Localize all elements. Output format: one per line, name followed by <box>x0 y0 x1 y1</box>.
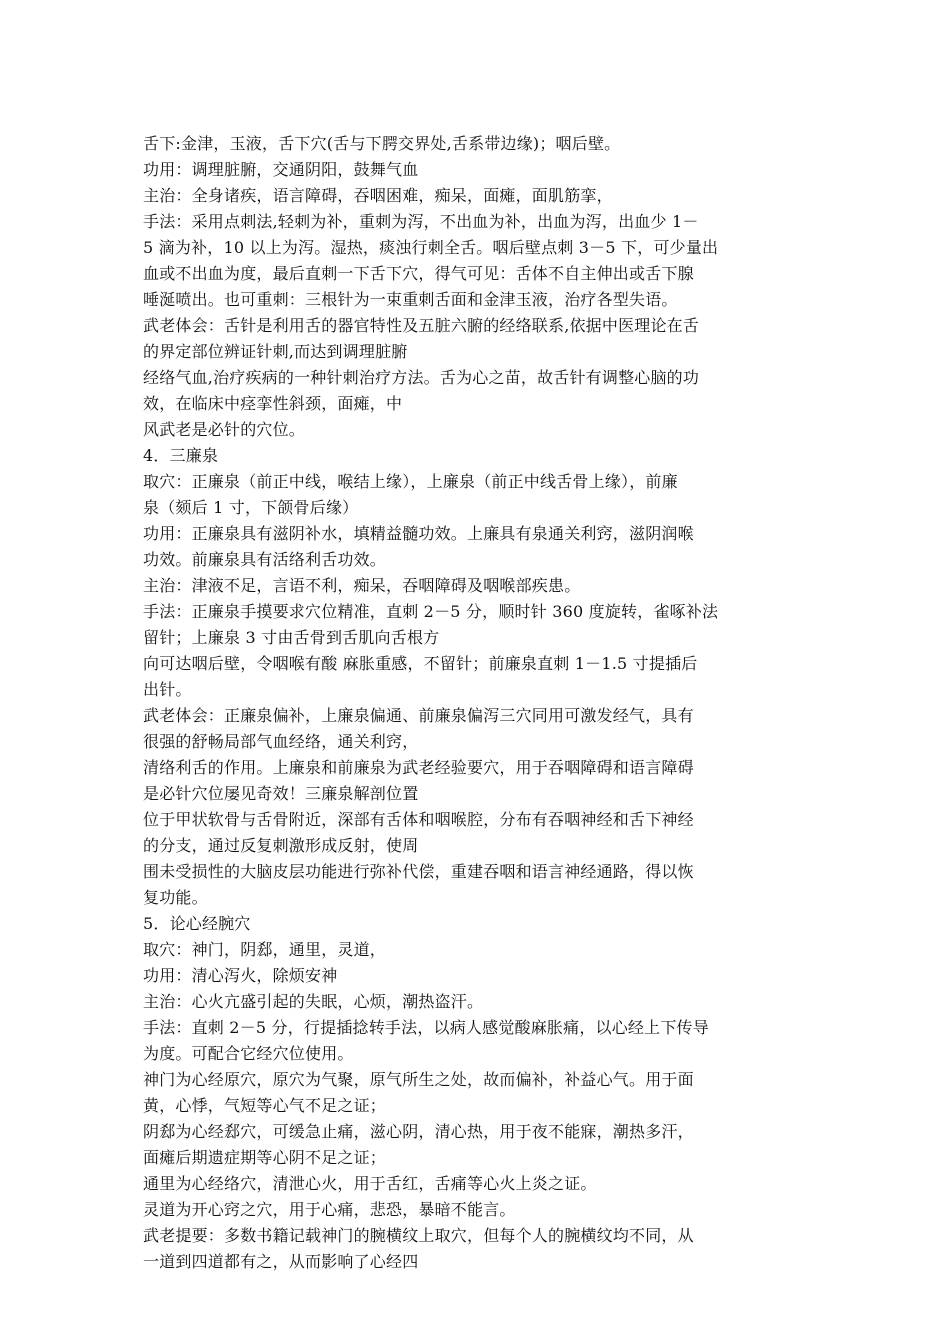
text-line: 手法：正廉泉手摸要求穴位精准，直刺 2－5 分，顺时针 360 度旋转，雀啄补法 <box>143 602 719 621</box>
text-line: 一道到四道都有之，从而影响了心经四 <box>143 1252 419 1271</box>
text-line: 很强的舒畅局部气血经络，通关利窍， <box>143 732 419 751</box>
text-line: 手法：直刺 2－5 分，行提插捻转手法，以病人感觉酸麻胀痛，以心经上下传导 <box>143 1018 709 1037</box>
text-line: 手法：采用点刺法,轻刺为补，重刺为泻，不出血为补，出血为泻，出血少 1－ <box>143 212 699 231</box>
text-line: 取穴：正廉泉（前正中线，喉结上缘），上廉泉（前正中线舌骨上缘），前廉 <box>143 472 678 491</box>
text-line: 5 滴为补，10 以上为泻。湿热，痰浊行刺全舌。咽后壁点刺 3－5 下，可少量出 <box>143 238 719 257</box>
text-line: 向可达咽后壁，令咽喉有酸 麻胀重感，不留针；前廉泉直刺 1－1.5 寸提插后 <box>143 654 698 673</box>
text-line: 主治：全身诸疾，语言障碍，吞咽困难，痴呆，面瘫，面肌筋挛， <box>143 186 613 205</box>
text-line: 功用：调理脏腑，交通阴阳，鼓舞气血 <box>143 160 419 179</box>
text-line: 的界定部位辨证针刺,而达到调理脏腑 <box>143 342 408 361</box>
text-line: 清络利舌的作用。上廉泉和前廉泉为武老经验要穴，用于吞咽障碍和语言障碍 <box>143 758 694 777</box>
text-line: 血或不出血为度，最后直刺一下舌下穴，得气可见：舌体不自主伸出或舌下腺 <box>143 264 694 283</box>
text-line: 功用：正廉泉具有滋阴补水，填精益髓功效。上廉具有泉通关利窍，滋阴润喉 <box>143 524 694 543</box>
text-line: 武老体会：正廉泉偏补，上廉泉偏通、前廉泉偏泻三穴同用可激发经气，具有 <box>143 706 694 725</box>
text-line: 5．论心经腕穴 <box>143 914 251 933</box>
text-line: 功用：清心泻火，除烦安神 <box>143 966 338 985</box>
text-line: 功效。前廉泉具有活络利舌功效。 <box>143 550 387 569</box>
text-line: 的分支，通过反复刺激形成反射，使周 <box>143 836 419 855</box>
text-line: 舌下:金津，玉液，舌下穴(舌与下腭交界处,舌系带边缘)；咽后壁。 <box>143 134 621 153</box>
text-line: 是必针穴位屡见奇效！三廉泉解剖位置 <box>143 784 419 803</box>
text-line: 阴郄为心经郄穴，可缓急止痛，滋心阴，清心热，用于夜不能寐，潮热多汗， <box>143 1122 694 1141</box>
text-line: 为度。可配合它经穴位使用。 <box>143 1044 354 1063</box>
text-line: 泉（颏后 1 寸，下颌骨后缘） <box>143 498 359 517</box>
text-line: 留针；上廉泉 3 寸由舌骨到舌肌向舌根方 <box>143 628 440 647</box>
text-line: 通里为心经络穴，清泄心火，用于舌红，舌痛等心火上炎之证。 <box>143 1174 597 1193</box>
text-line: 出针。 <box>143 680 192 699</box>
text-line: 经络气血,治疗疾病的一种针刺治疗方法。舌为心之苗，故舌针有调整心脑的功 <box>143 368 700 387</box>
text-line: 神门为心经原穴，原穴为气聚，原气所生之处，故而偏补，补益心气。用于面 <box>143 1070 694 1089</box>
text-line: 取穴：神门，阴郄，通里，灵道， <box>143 940 387 959</box>
text-line: 围未受损性的大脑皮层功能进行弥补代偿，重建吞咽和语言神经通路，得以恢 <box>143 862 694 881</box>
text-line: 主治：心火亢盛引起的失眠，心烦，潮热盗汗。 <box>143 992 484 1011</box>
text-line: 唾涎喷出。也可重刺：三根针为一束重刺舌面和金津玉液，治疗各型失语。 <box>143 290 678 309</box>
text-line: 面瘫后期遗症期等心阴不足之证； <box>143 1148 387 1167</box>
text-line: 灵道为开心窍之穴，用于心痛，悲恐，暴暗不能言。 <box>143 1200 516 1219</box>
text-line: 黄，心悸，气短等心气不足之证； <box>143 1096 387 1115</box>
text-line: 武老提要：多数书籍记载神门的腕横纹上取穴，但每个人的腕横纹均不同，从 <box>143 1226 694 1245</box>
text-line: 位于甲状软骨与舌骨附近，深部有舌体和咽喉腔，分布有吞咽神经和舌下神经 <box>143 810 694 829</box>
text-line: 武老体会：舌针是利用舌的器官特性及五脏六腑的经络联系,依据中医理论在舌 <box>143 316 700 335</box>
text-line: 主治：津液不足，言语不利，痴呆，吞咽障碍及咽喉部疾患。 <box>143 576 581 595</box>
document-body <box>143 131 813 1275</box>
text-line: 风武老是必针的穴位。 <box>143 420 306 439</box>
text-line: 效，在临床中痉挛性斜颈，面瘫，中 <box>143 394 403 413</box>
text-line: 复功能。 <box>143 888 208 907</box>
text-line: 4．三廉泉 <box>143 446 219 465</box>
